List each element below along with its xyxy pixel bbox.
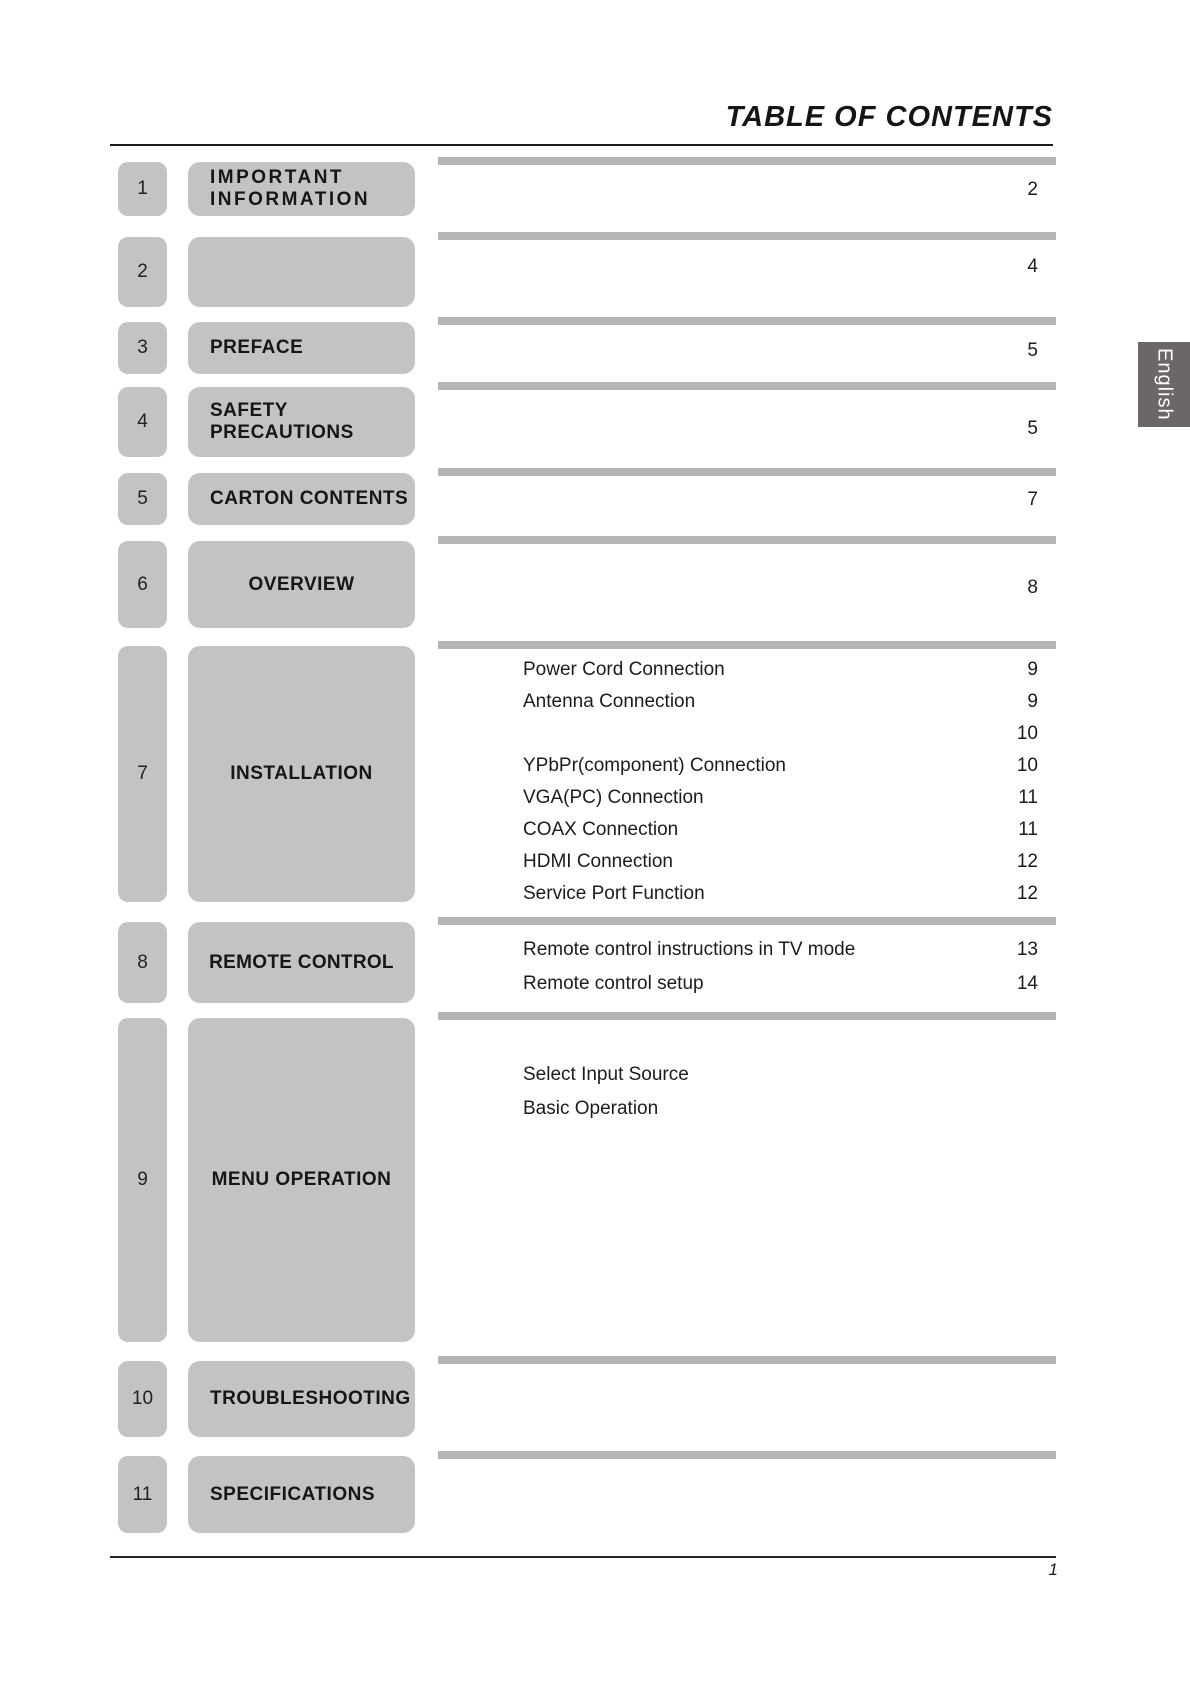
section-title-line: CARTON CONTENTS [210, 488, 409, 509]
section-number-box [118, 1361, 167, 1437]
section-page-number: 7 [1027, 489, 1038, 510]
section-number-box [118, 646, 167, 902]
section-number: 7 [137, 763, 148, 784]
section-page-number: 5 [1027, 340, 1038, 361]
section-page-number: 2 [1027, 179, 1038, 200]
entry-page-number: 13 [1016, 939, 1038, 960]
section-title-box [188, 541, 415, 628]
section-title-box [188, 162, 415, 216]
section-bar [438, 641, 1056, 649]
section-title-line: INSTALLATION [230, 763, 373, 784]
entry-label: Remote control instructions in TV mode [523, 939, 856, 960]
section-title-line: IMPORTANT [210, 167, 345, 188]
entry-label: YPbPr(component) Connection [523, 755, 786, 776]
entry-label: Antenna Connection [523, 691, 696, 712]
section-page-number: 5 [1027, 418, 1038, 439]
section-title-box [188, 473, 415, 525]
section-bar [438, 232, 1056, 240]
section-number: 6 [137, 573, 148, 595]
section-title-box [188, 237, 415, 307]
section-bar [438, 382, 1056, 390]
section-bar [438, 468, 1056, 476]
page-title: TABLE OF CONTENTS [725, 101, 1053, 133]
entry-page-number: 12 [1016, 851, 1038, 872]
entry-page-number: 11 [1018, 787, 1038, 808]
section-title-line: OVERVIEW [248, 573, 355, 595]
entry-label: COAX Connection [523, 819, 679, 840]
entry-page-number: 14 [1016, 973, 1038, 994]
section-number: 1 [137, 178, 148, 199]
section-bar [438, 1356, 1056, 1364]
section-bar [438, 917, 1056, 925]
section-title-line: PRECAUTIONS [210, 422, 354, 443]
section-title-line: REMOTE CONTROL [209, 951, 394, 973]
entry-page-number: 10 [1016, 723, 1038, 744]
entry-page-number: 9 [1027, 659, 1038, 680]
section-number: 2 [137, 261, 148, 282]
section-number-box [118, 922, 167, 1003]
section-title-line: SAFETY [210, 400, 288, 421]
section-number: 10 [131, 1388, 154, 1409]
section-title-box [188, 646, 415, 902]
section-number-box [118, 322, 167, 374]
entry-page-number: 9 [1027, 691, 1038, 712]
section-bar [438, 317, 1056, 325]
entry-label: Power Cord Connection [523, 659, 725, 680]
section-title-line: PREFACE [210, 337, 304, 358]
section-bar [438, 1012, 1056, 1020]
section-number: 8 [137, 951, 148, 973]
section-title-line: SPECIFICATIONS [210, 1483, 375, 1505]
section-title-box [188, 1456, 415, 1533]
section-number-box [118, 1456, 167, 1533]
section-title-box [188, 1361, 415, 1437]
section-title-line: INFORMATION [210, 189, 371, 210]
entry-label: Service Port Function [523, 883, 705, 904]
section-title-box [188, 922, 415, 1003]
section-title-box [188, 322, 415, 374]
section-title-box [188, 387, 415, 457]
entry-page-number: 11 [1018, 819, 1038, 840]
section-number: 3 [137, 337, 148, 358]
section-bar [438, 157, 1056, 165]
entry-label: HDMI Connection [523, 851, 673, 872]
section-page-number: 4 [1027, 256, 1038, 277]
section-number-box [118, 387, 167, 457]
section-number: 11 [132, 1483, 153, 1505]
language-tab-label: English [1153, 348, 1176, 421]
entry-label: VGA(PC) Connection [523, 787, 704, 808]
section-bar [438, 536, 1056, 544]
section-number-box [118, 162, 167, 216]
section-number: 9 [137, 1169, 148, 1190]
entry-page-number: 12 [1016, 883, 1038, 904]
section-title-line: MENU OPERATION [211, 1169, 392, 1190]
entry-label: Basic Operation [523, 1098, 659, 1119]
footer-line [110, 1556, 1056, 1558]
section-number-box [118, 237, 167, 307]
section-title-line: TROUBLESHOOTING [210, 1388, 411, 1409]
section-number-box [118, 1018, 167, 1342]
section-number-box [118, 473, 167, 525]
page-number: 1 [1048, 1560, 1058, 1579]
section-title-box [188, 1018, 415, 1342]
section-bar [438, 1451, 1056, 1459]
entry-page-number: 10 [1016, 755, 1038, 776]
section-number-box [118, 541, 167, 628]
section-page-number: 8 [1027, 577, 1038, 598]
entry-label: Select Input Source [523, 1064, 689, 1085]
section-number: 5 [137, 488, 148, 509]
entry-label: Remote control setup [523, 973, 704, 994]
section-number: 4 [137, 411, 148, 432]
